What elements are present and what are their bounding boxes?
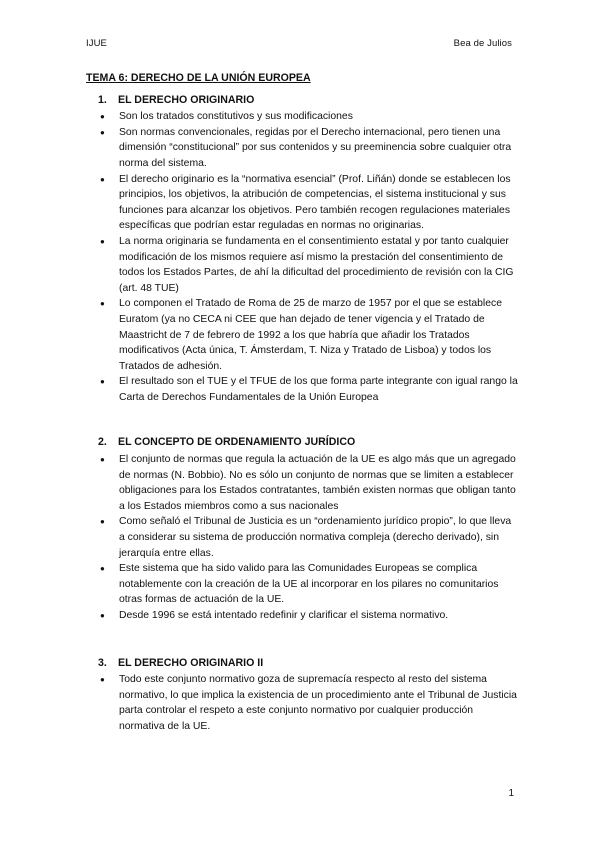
bullet-icon: ● — [100, 299, 105, 309]
section-title: EL DERECHO ORIGINARIO II — [118, 656, 264, 669]
list-item-text: Lo componen el Tratado de Roma de 25 de marzo de 1957 por el que se establece Euratom (ya no CECA ni CEE que han dejado de tener vigencia y el Tratado de Maastricht de 7 de febrero de 1992 a los que habría que añadir los Tratados modificativos (Acta única, T. Ámsterdam, T. Niza y Tratado de Lisboa) y todos los Tratados de adhesión. — [119, 298, 502, 372]
bullet-icon: ● — [100, 112, 105, 122]
page-title: TEMA 6: DERECHO DE LA UNIÓN EUROPEA — [86, 72, 311, 84]
list-item — [86, 296, 518, 374]
section-heading — [98, 435, 518, 451]
bullet-icon: ● — [100, 611, 105, 620]
bullet-icon: ● — [100, 377, 105, 387]
bullet-icon: ● — [100, 675, 105, 685]
list-item — [86, 672, 518, 734]
document-body — [86, 71, 518, 735]
bullet-list — [86, 672, 518, 734]
list-item — [86, 561, 518, 608]
list-item-text: El resultado son el TUE y el TFUE de los que forma parte integrante con igual rango la Carta de Derechos Fundamentales de la Unión Europea — [119, 376, 518, 403]
bullet-icon: ● — [100, 517, 105, 527]
list-item-text: El derecho originario es la “normativa esencial” (Prof. Liñán) donde se establecen los principios, los objetivos, la atribución de competencias, el sistema institucional y sus funciones para alcanzar los objetivos. Pero también recogen regulaciones materiales específicas que podrían estar reguladas en normas no originarias. — [119, 173, 511, 232]
list-item-text: Como señaló el Tribunal de Justicia es un “ordenamiento jurídico propio”, lo que lleva a considerar su sistema de producción normativa compleja (derecho derivado), sin jerarquía entre ellas. — [119, 516, 512, 559]
bullet-icon: ● — [100, 455, 105, 465]
bullet-icon: ● — [100, 127, 105, 137]
header-right: Bea de Julios — [453, 38, 512, 49]
bullet-icon: ● — [100, 564, 105, 574]
page-number: 1 — [508, 788, 514, 799]
list-item — [86, 374, 518, 405]
section-number: 2. — [98, 436, 107, 449]
list-item-text: Todo este conjunto normativo goza de supremacía respecto al resto del sistema normativo, lo que implica la existencia de un procedimiento ante el Tribunal de Justicia parta controlar el respeto a este conjunto normativo por cualquier producción normativa de la UE. — [119, 674, 517, 732]
list-item — [86, 514, 518, 561]
section-title: EL CONCEPTO DE ORDENAMIENTO JURÍDICO — [118, 436, 356, 449]
list-item-text: La norma originaria se fundamenta en el consentimiento estatal y por tanto cualquier modificación de los mismos requiere así mismo la prestación del consentimiento de todos los Estados Partes, de ahí la dificultad del procedimiento de revisión con la CIG (art. 48 TUE) — [119, 235, 514, 294]
bullet-icon: ● — [100, 236, 105, 246]
header-left: IJUE — [86, 38, 107, 49]
list-item — [86, 125, 518, 172]
list-item-text: El conjunto de normas que regula la actuación de la UE es algo más que un agregado de normas (N. Bobbio). No es sólo un conjunto de normas que se limiten a establecer obligaciones para los Estados contratantes, también existen normas que obligan tanto a los Estados miembros como a sus nacionales — [119, 454, 516, 512]
section-heading — [98, 93, 518, 109]
bullet-list — [86, 109, 518, 405]
section-number: 1. — [98, 93, 107, 106]
section-number: 3. — [98, 656, 107, 669]
list-item-text: Son los tratados constitutivos y sus modificaciones — [119, 111, 353, 123]
section-title: EL DERECHO ORIGINARIO — [118, 93, 255, 106]
list-item — [86, 234, 518, 296]
list-item-text: Son normas convencionales, regidas por el Derecho internacional, pero tienen una dimensión “constitucional” por sus contenidos y su preeminencia sobre cualquier otra norma del sistema. — [119, 126, 512, 169]
bullet-list — [86, 452, 518, 624]
list-item-text: Este sistema que ha sido valido para las Comunidades Europeas se complica notablemente con la creación de la UE al incorporar en los pilares no comunitarios otras formas de actuación de la UE. — [119, 563, 499, 606]
list-item — [86, 452, 518, 514]
list-item-text: Desde 1996 se está intentado redefinir y clarificar el sistema normativo. — [119, 610, 449, 621]
bullet-icon: ● — [100, 174, 105, 184]
list-item — [86, 109, 518, 125]
list-item — [86, 172, 518, 234]
list-item — [86, 608, 518, 624]
section-heading — [98, 656, 518, 672]
